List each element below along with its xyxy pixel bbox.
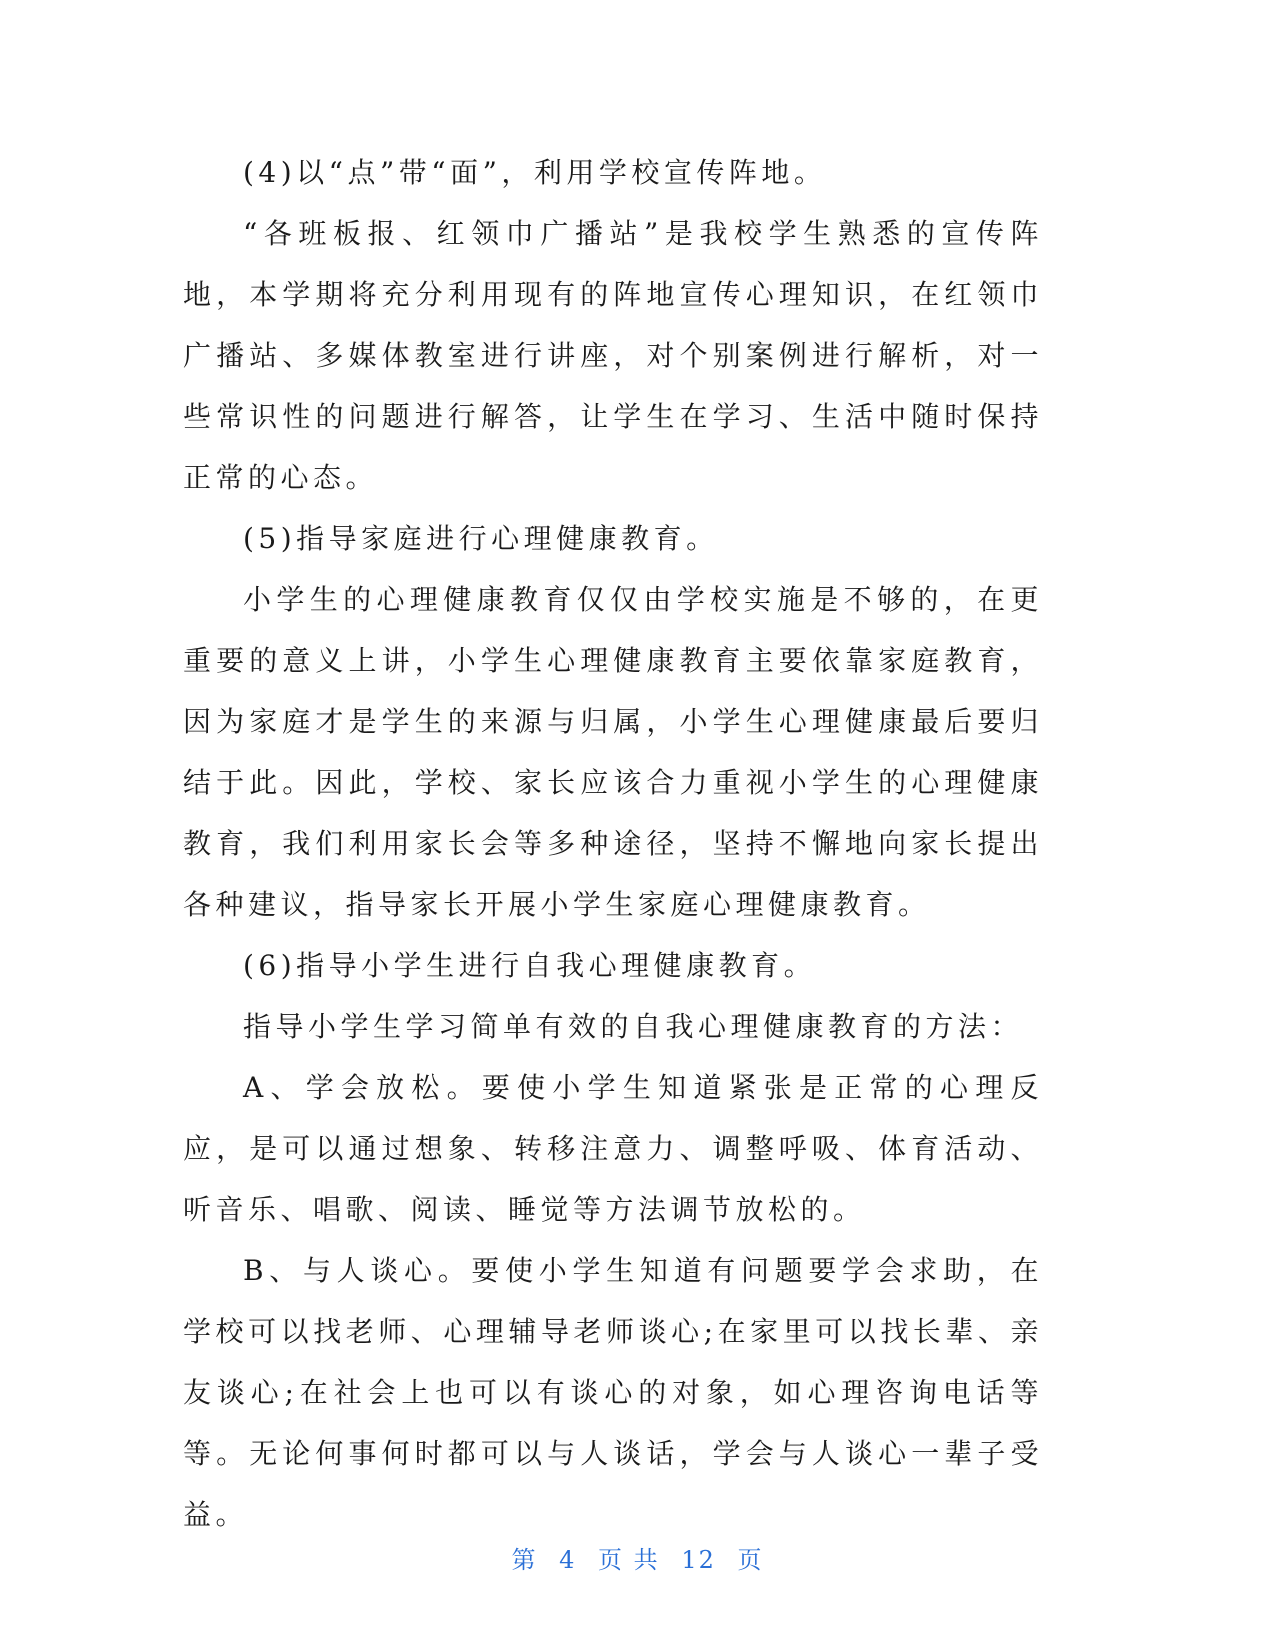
paragraph: “各班板报、红领巾广播站”是我校学生熟悉的宣传阵地，本学期将充分利用现有的阵地宣传心理知识，在红领巾广播站、多媒体教室进行讲座，对个别案例进行解析，对一些常识性的问题进行解答，让学生在学习、生活中随时保持正常的心态。 xyxy=(183,217,1043,494)
paragraph-item-a: A、学会放松。要使小学生知道紧张是正常的心理反应，是可以通过想象、转移注意力、调整呼吸、体育活动、听音乐、唱歌、阅读、睡觉等方法调节放松的。 xyxy=(183,1071,1043,1226)
footer-current-page: 4 xyxy=(559,1546,577,1574)
footer-middle: 页 共 xyxy=(598,1546,660,1574)
paragraph-heading-4: (4)以“点”带“面”，利用学校宣传阵地。 xyxy=(243,156,827,189)
paragraph: 小学生的心理健康教育仅仅由学校实施是不够的，在更重要的意义上讲，小学生心理健康教育主要依靠家庭教育，因为家庭才是学生的来源与归属，小学生心理健康最后要归结于此。因此，学校、家长应该合力重视小学生的心理健康教育，我们利用家长会等多种途径，坚持不懈地向家长提出各种建议，指导家长开展小学生家庭心理健康教育。 xyxy=(183,583,1043,921)
paragraph: 指导小学生学习简单有效的自我心理健康教育的方法： xyxy=(243,1010,1024,1043)
document-body xyxy=(183,142,1043,1545)
paragraph-heading-5: (5)指导家庭进行心理健康教育。 xyxy=(243,522,719,555)
footer-total-pages: 12 xyxy=(681,1546,716,1574)
footer-suffix: 页 xyxy=(737,1546,764,1574)
paragraph-heading-6: (6)指导小学生进行自我心理健康教育。 xyxy=(243,949,817,982)
page-footer xyxy=(0,1540,1275,1575)
footer-prefix: 第 xyxy=(511,1546,538,1574)
paragraph-item-b: B、与人谈心。要使小学生知道有问题要学会求助，在学校可以找老师、心理辅导老师谈心;在家里可以找长辈、亲友谈心;在社会上也可以有谈心的对象，如心理咨询电话等等。无论何事何时都可以与人谈话，学会与人谈心一辈子受益。 xyxy=(183,1254,1043,1531)
